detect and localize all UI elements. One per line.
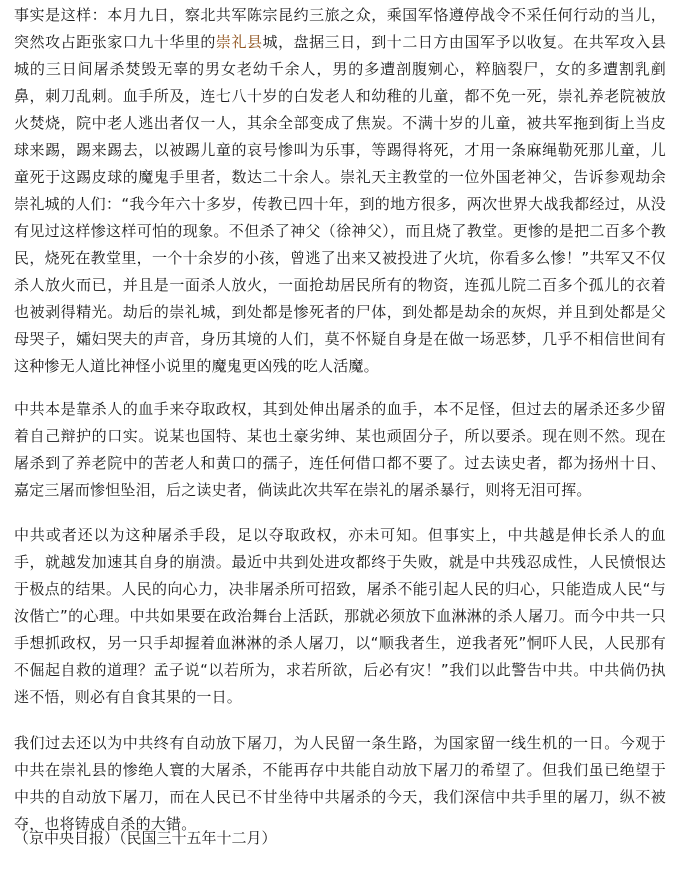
source-attribution: （京中央日报）（民国三十五年十二月） bbox=[14, 829, 277, 847]
paragraph-1-text-b: 城，盘据三日，到十二日方由国军予以收复。在共军攻入县城的三日间屠杀焚毁无辜的男女老幼千余人，男的多遭剖腹剜心，粹脑裂尸，女的多遭割乳剷鼻，刺刀乱刺。血手所及，连七八十岁的白发老人和幼稚的儿童，都不免一死，崇礼养老院被放火焚烧，院中老人逃出者仅一人，其余全部变成了焦炭。不满十岁的儿童，被共军拖到街上当皮球来踢，踢来踢去，以被踢儿童的哀号惨叫为乐事，等踢得将死，才用一条麻绳勒死那儿童，儿童死于这踢皮球的魔鬼手里者，数达二十余人。崇礼天主教堂的一位外国老神父，告诉参观劫余崇礼城的人们：“我今年六十多岁，传教已四十年，到的地方很多，两次世界大战我都经过，从没有见过这样惨这样可怕的现象。不但杀了神父（徐神父），而且烧了教堂。更惨的是把二百多个教民，烧死在教堂里，一个十余岁的小孩，曾逃了出来又被投进了火坑，你看多么惨！”共军又不仅杀人放火而已，并且是一面杀人放火，一面抢劫居民所有的物资，连孤儿院二百多个孤儿的衣着也被剥得精光。劫后的崇礼城，到处都是惨死者的尸体，到处都是劫余的灰烬，并且到处都是父母哭子，孀妇哭夫的声音，身历其境的人们，莫不怀疑自身是在做一场恶梦，几乎不相信世间有这种惨无人道比神怪小说里的魔鬼更凶残的吃人活魔。 bbox=[14, 33, 667, 375]
paragraph-1-text-a: 事实是这样：本月九日，察北共军陈宗昆约三旅之众，乘国军恪遵停战令不采任何行动的当儿，突然攻占距张家口九十华里的 bbox=[14, 6, 666, 51]
chongli-county-link[interactable]: 崇礼县 bbox=[215, 33, 263, 51]
paragraph-4: 我们过去还以为中共终有自动放下屠刀，为人民留一条生路，为国家留一线生机的一日。今观于中共在崇礼县的惨绝人寰的大屠杀，不能再存中共能自动放下屠刀的希望了。但我们虽已绝望于中共的自动放下屠刀，而在人民已不甘坐待中共屠杀的今天，我们深信中共手里的屠刀，纵不被夺，也将铸成自杀的大错。 bbox=[14, 734, 666, 833]
paragraph-2: 中共本是靠杀人的血手来夺取政权，其到处伸出屠杀的血手，本不足怪，但过去的屠杀还多少留着自己辩护的口实。说某也国特、某也土豪劣绅、某也顽固分子，所以要杀。现在则不然。现在屠杀到了养老院中的苦老人和黄口的孺子，连任何借口都不要了。过去读史者，都为扬州十日、嘉定三屠而惨怛坠泪，后之读史者，倘读此次共军在崇礼的屠杀暴行，则将无泪可挥。 bbox=[14, 400, 666, 499]
paragraph-3: 中共或者还以为这种屠杀手段，足以夺取政权，亦未可知。但事实上，中共越是伸长杀人的血手，就越发加速其自身的崩溃。最近中共到处进攻都终于失败，就是中共残忍成性，人民愤恨达于极点的结果。人民的向心力，决非屠杀所可招致，屠杀不能引起人民的归心，只能造成人民“与汝偕亡”的心理。中共如果要在政治舞台上活跃，那就必须放下血淋淋的杀人屠刀。而今中共一只手想抓政权，另一只手却握着血淋淋的杀人屠刀，以“顺我者生，逆我者死”恫吓人民，人民那有不倔起自救的道理？孟子说“以若所为，求若所欲，后必有灾！”我们以此警告中共。中共倘仍执迷不悟，则必有自食其果的一日。 bbox=[14, 526, 666, 706]
paragraph-1 bbox=[14, 2, 666, 379]
